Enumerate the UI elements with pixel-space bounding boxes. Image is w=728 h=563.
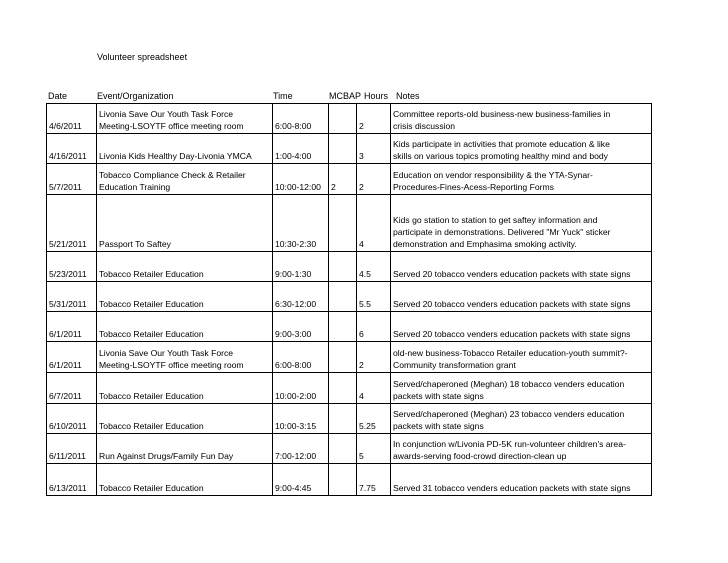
time-cell[interactable]: 1:00-4:00 bbox=[273, 134, 329, 164]
event-cell-line: Meeting-LSOYTF office meeting room bbox=[99, 360, 244, 370]
date-cell[interactable]: 4/6/2011 bbox=[47, 104, 97, 134]
event-cell[interactable] bbox=[97, 404, 273, 434]
event-cell[interactable] bbox=[97, 312, 273, 342]
notes-cell[interactable] bbox=[391, 164, 652, 195]
mcbap-cell[interactable] bbox=[329, 195, 357, 252]
notes-cell[interactable] bbox=[391, 434, 652, 464]
hours-cell[interactable]: 4.5 bbox=[357, 252, 391, 282]
event-cell[interactable] bbox=[97, 282, 273, 312]
notes-cell-line: Served 31 tobacco venders education packets with state signs bbox=[393, 483, 631, 493]
date-cell[interactable]: 6/13/2011 bbox=[47, 464, 97, 496]
event-cell-line: Tobacco Retailer Education bbox=[99, 391, 204, 401]
table-row bbox=[47, 282, 652, 312]
time-cell[interactable]: 10:00-3:15 bbox=[273, 404, 329, 434]
time-cell[interactable]: 10:00-2:00 bbox=[273, 373, 329, 404]
event-cell-line: Tobacco Retailer Education bbox=[99, 269, 204, 279]
notes-cell-line: Kids go station to station to get saftey information and bbox=[393, 215, 598, 225]
date-cell[interactable]: 6/10/2011 bbox=[47, 404, 97, 434]
date-cell[interactable]: 5/7/2011 bbox=[47, 164, 97, 195]
event-cell[interactable] bbox=[97, 164, 273, 195]
notes-cell[interactable] bbox=[391, 252, 652, 282]
table-row bbox=[47, 464, 652, 496]
hours-cell[interactable]: 2 bbox=[357, 342, 391, 373]
notes-cell[interactable] bbox=[391, 464, 652, 496]
notes-cell-line: Served 20 tobacco venders education packets with state signs bbox=[393, 329, 631, 339]
event-cell[interactable] bbox=[97, 134, 273, 164]
hours-cell[interactable]: 5 bbox=[357, 434, 391, 464]
notes-cell[interactable] bbox=[391, 373, 652, 404]
event-cell-line: Livonia Save Our Youth Task Force bbox=[99, 348, 234, 358]
time-cell[interactable]: 6:00-8:00 bbox=[273, 342, 329, 373]
time-cell[interactable]: 9:00-4:45 bbox=[273, 464, 329, 496]
time-cell[interactable]: 6:30-12:00 bbox=[273, 282, 329, 312]
notes-cell-line: Served 20 tobacco venders education packets with state signs bbox=[393, 299, 631, 309]
hours-cell[interactable]: 3 bbox=[357, 134, 391, 164]
notes-cell-line: old-new business-Tobacco Retailer education-youth summit?- bbox=[393, 348, 628, 358]
event-cell-line: Passport To Saftey bbox=[99, 239, 171, 249]
table-row bbox=[47, 312, 652, 342]
hours-cell[interactable]: 4 bbox=[357, 373, 391, 404]
time-cell[interactable]: 9:00-1:30 bbox=[273, 252, 329, 282]
notes-cell[interactable] bbox=[391, 282, 652, 312]
event-cell-line: Run Against Drugs/Family Fun Day bbox=[99, 451, 234, 461]
notes-cell-line: awards-serving food-crowd direction-clean up bbox=[393, 451, 567, 461]
notes-cell-line: participate in demonstrations. Delivered "Mr Yuck" sticker bbox=[393, 227, 611, 237]
mcbap-cell[interactable] bbox=[329, 404, 357, 434]
mcbap-cell[interactable] bbox=[329, 252, 357, 282]
table-row bbox=[47, 373, 652, 404]
mcbap-cell[interactable]: 2 bbox=[329, 164, 357, 195]
date-cell[interactable]: 5/21/2011 bbox=[47, 195, 97, 252]
event-cell[interactable] bbox=[97, 342, 273, 373]
notes-cell[interactable] bbox=[391, 312, 652, 342]
sheet-title: Volunteer spreadsheet bbox=[97, 52, 188, 62]
notes-cell[interactable] bbox=[391, 404, 652, 434]
notes-cell-line: Served/chaperoned (Meghan) 23 tobacco venders education bbox=[393, 409, 625, 419]
event-cell-line: Livonia Kids Healthy Day-Livonia YMCA bbox=[99, 151, 252, 161]
date-cell[interactable]: 5/23/2011 bbox=[47, 252, 97, 282]
column-header-event: Event/Organization bbox=[97, 91, 174, 101]
hours-cell[interactable]: 6 bbox=[357, 312, 391, 342]
event-cell-line: Tobacco Retailer Education bbox=[99, 299, 204, 309]
hours-cell[interactable]: 7.75 bbox=[357, 464, 391, 496]
date-cell[interactable]: 6/11/2011 bbox=[47, 434, 97, 464]
time-cell[interactable]: 9:00-3:00 bbox=[273, 312, 329, 342]
table-row bbox=[47, 434, 652, 464]
notes-cell[interactable] bbox=[391, 342, 652, 373]
date-cell[interactable]: 6/7/2011 bbox=[47, 373, 97, 404]
table-row bbox=[47, 342, 652, 373]
mcbap-cell[interactable] bbox=[329, 134, 357, 164]
event-cell[interactable] bbox=[97, 373, 273, 404]
date-cell[interactable]: 4/16/2011 bbox=[47, 134, 97, 164]
hours-cell[interactable]: 2 bbox=[357, 104, 391, 134]
table-row bbox=[47, 104, 652, 134]
table-row bbox=[47, 164, 652, 195]
table-row bbox=[47, 252, 652, 282]
notes-cell-line: demonstration and Emphasima smoking activity. bbox=[393, 239, 577, 249]
notes-cell[interactable] bbox=[391, 195, 652, 252]
hours-cell[interactable]: 2 bbox=[357, 164, 391, 195]
notes-cell-line: Committee reports-old business-new business-families in bbox=[393, 109, 611, 119]
notes-cell-line: Procedures-Fines-Acess-Reporting Forms bbox=[393, 182, 554, 192]
hours-cell[interactable]: 4 bbox=[357, 195, 391, 252]
notes-cell-line: Served/chaperoned (Meghan) 18 tobacco venders education bbox=[393, 379, 625, 389]
table-row bbox=[47, 404, 652, 434]
mcbap-cell[interactable] bbox=[329, 104, 357, 134]
notes-cell-line: packets with state signs bbox=[393, 421, 484, 431]
column-header-notes: Notes bbox=[396, 91, 420, 101]
notes-cell-line: Served 20 tobacco venders education packets with state signs bbox=[393, 269, 631, 279]
notes-cell-line: Kids participate in activities that promote education & like bbox=[393, 139, 610, 149]
hours-cell[interactable]: 5.25 bbox=[357, 404, 391, 434]
time-cell[interactable]: 10:00-12:00 bbox=[273, 164, 329, 195]
event-cell[interactable] bbox=[97, 252, 273, 282]
time-cell[interactable]: 6:00-8:00 bbox=[273, 104, 329, 134]
column-header-mcbap: MCBAP bbox=[329, 91, 362, 101]
event-cell[interactable] bbox=[97, 434, 273, 464]
time-cell[interactable]: 10:30-2:30 bbox=[273, 195, 329, 252]
event-cell-line: Tobacco Retailer Education bbox=[99, 483, 204, 493]
notes-cell[interactable] bbox=[391, 104, 652, 134]
mcbap-cell[interactable] bbox=[329, 282, 357, 312]
mcbap-cell[interactable] bbox=[329, 342, 357, 373]
event-cell[interactable] bbox=[97, 195, 273, 252]
notes-cell-line: In conjunction w/Livonia PD-5K run-volunteer children's area- bbox=[393, 439, 626, 449]
event-cell-line: Education Training bbox=[99, 182, 171, 192]
event-cell-line: Livonia Save Our Youth Task Force bbox=[99, 109, 234, 119]
notes-cell-line: packets with state signs bbox=[393, 391, 484, 401]
date-cell[interactable]: 5/31/2011 bbox=[47, 282, 97, 312]
hours-cell[interactable]: 5.5 bbox=[357, 282, 391, 312]
mcbap-cell[interactable] bbox=[329, 373, 357, 404]
notes-cell[interactable] bbox=[391, 134, 652, 164]
mcbap-cell[interactable] bbox=[329, 312, 357, 342]
event-cell[interactable] bbox=[97, 104, 273, 134]
mcbap-cell[interactable] bbox=[329, 434, 357, 464]
column-header-date: Date bbox=[48, 91, 68, 101]
event-cell-line: Tobacco Compliance Check & Retailer bbox=[99, 170, 246, 180]
time-cell[interactable]: 7:00-12:00 bbox=[273, 434, 329, 464]
table-row bbox=[47, 195, 652, 252]
table-row bbox=[47, 134, 652, 164]
event-cell-line: Tobacco Retailer Education bbox=[99, 421, 204, 431]
column-header-time: Time bbox=[273, 91, 293, 101]
event-cell-line: Tobacco Retailer Education bbox=[99, 329, 204, 339]
column-header-hours: Hours bbox=[364, 91, 389, 101]
event-cell-line: Meeting-LSOYTF office meeting room bbox=[99, 121, 244, 131]
event-cell[interactable] bbox=[97, 464, 273, 496]
volunteer-table bbox=[46, 103, 652, 496]
mcbap-cell[interactable] bbox=[329, 464, 357, 496]
date-cell[interactable]: 6/1/2011 bbox=[47, 312, 97, 342]
notes-cell-line: Community transformation grant bbox=[393, 360, 516, 370]
notes-cell-line: skills on various topics promoting healthy mind and body bbox=[393, 151, 608, 161]
notes-cell-line: Education on vendor responsibility & the YTA-Synar- bbox=[393, 170, 593, 180]
date-cell[interactable]: 6/1/2011 bbox=[47, 342, 97, 373]
notes-cell-line: crisis discussion bbox=[393, 121, 456, 131]
